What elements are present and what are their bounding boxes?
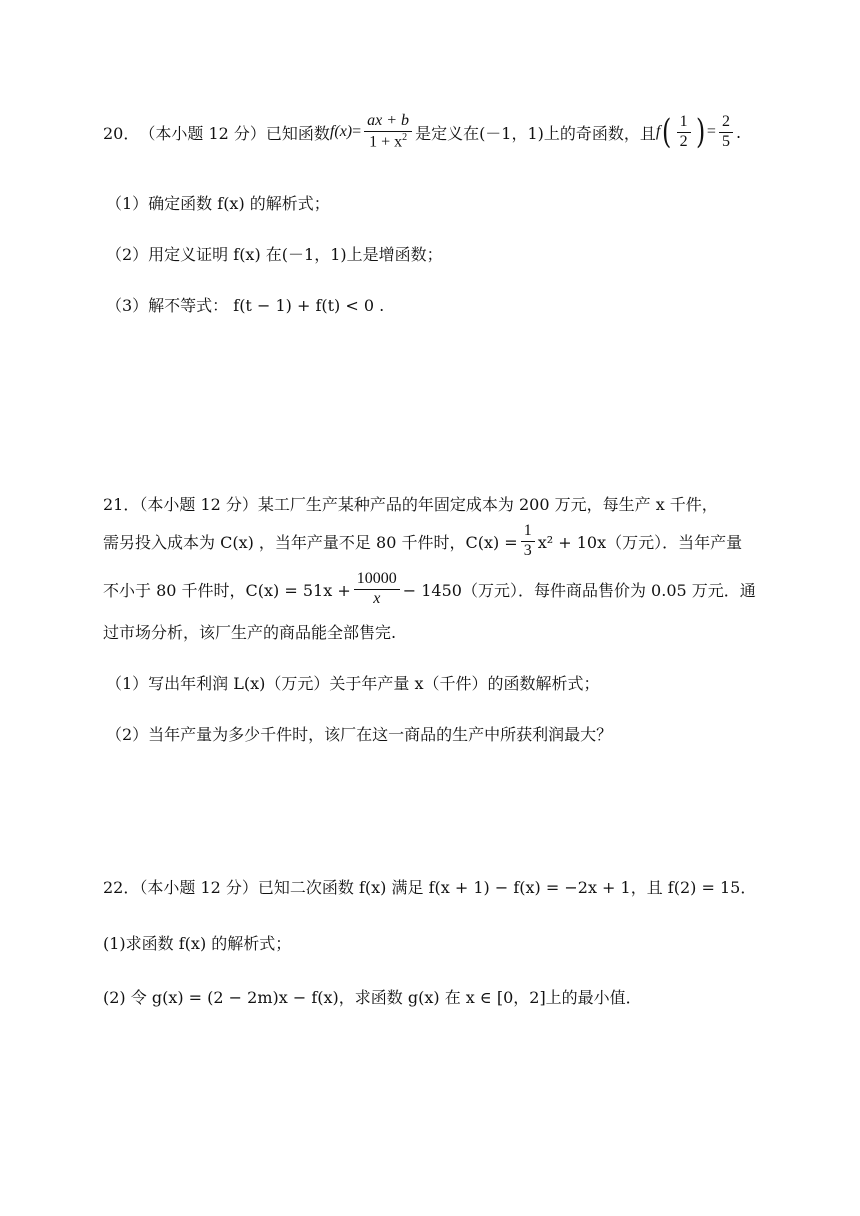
q20-half-num: 1 [677,114,691,133]
q21-line-3-pre: 不小于 80 千件时，C(x) = 51x + [103,580,351,600]
q20-value-num: 2 [719,114,733,133]
q20-function: f(x) [329,123,353,140]
q20-frac-den-exponent: 2 [402,131,408,143]
q20-equals: = [352,123,362,140]
q21-line-4: 过市场分析，该厂生产的商品能全部售完. [103,623,397,642]
q21-line-2-post: x² + 10x（万元）．当年产量 [537,532,743,552]
q21-line-2 [103,520,742,562]
q20-value [719,114,733,151]
q20-end: . [735,122,742,142]
q20-half-den: 2 [679,132,688,150]
q21-one-third-num: 1 [521,523,535,542]
q20-f-letter: f [655,123,661,140]
q20-item-3: （3）解不等式： f(t − 1) + f(t) < 0 . [106,296,385,315]
q21-one-third [521,523,535,560]
q21-frac-den: x [373,589,381,607]
q20-frac-den-text: 1 + x [369,133,403,151]
q20-equals-2: = [706,123,716,140]
q22-line-1: 22．（本小题 12 分）已知二次函数 f(x) 满足 f(x + 1) − f(x) = −2x + 1，且 f(2) = 15． [103,878,757,897]
q21-fraction [354,571,400,608]
q21-one-third-den: 3 [523,541,532,559]
q20-value-den: 5 [721,132,730,150]
q20-intro: （本小题 12 分）已知函数 [139,123,330,143]
q21-line-1: 21．（本小题 12 分）某工厂生产某种产品的年固定成本为 200 万元，每生产 x 千件， [103,495,718,514]
q21-line-2-pre: 需另投入成本为 C(x) ，当年产量不足 80 千件时，C(x) = [103,532,518,552]
left-paren: ( [662,112,672,152]
q21-item-2: （2）当年产量为多少千件时，该厂在这一商品的生产中所获利润最大？ [106,725,613,744]
q21-line-3 [103,568,756,610]
q20-domain-text: 是定义在(－1，1)上的奇函数，且 [415,123,656,143]
q21-frac-num: 10000 [354,571,400,590]
q20-item-2: （2）用定义证明 f(x) 在(－1，1)上是增函数； [106,245,443,264]
right-paren: ) [695,112,705,152]
q20-item-1: （1）确定函数 f(x) 的解析式； [106,194,330,213]
q22-item-2: (2) 令 g(x) = (2 − 2m)x − f(x)，求函数 g(x) 在 x ∈ [0，2]上的最小值． [103,988,642,1007]
q20-fraction [364,113,412,151]
q22-item-1: (1)求函数 f(x) 的解析式； [103,934,292,953]
q20-header [103,112,741,152]
q20-half [677,114,691,151]
q20-frac-numerator: ax + b [364,113,412,132]
q20-number: 20． [103,123,140,143]
q21-line-3-post: − 1450（万元）．每件商品售价为 0.05 万元．通 [402,580,756,600]
q20-frac-denominator [366,132,410,151]
q21-item-1: （1）写出年利润 L(x)（万元）关于年产量 x（千件）的函数解析式； [106,674,600,693]
